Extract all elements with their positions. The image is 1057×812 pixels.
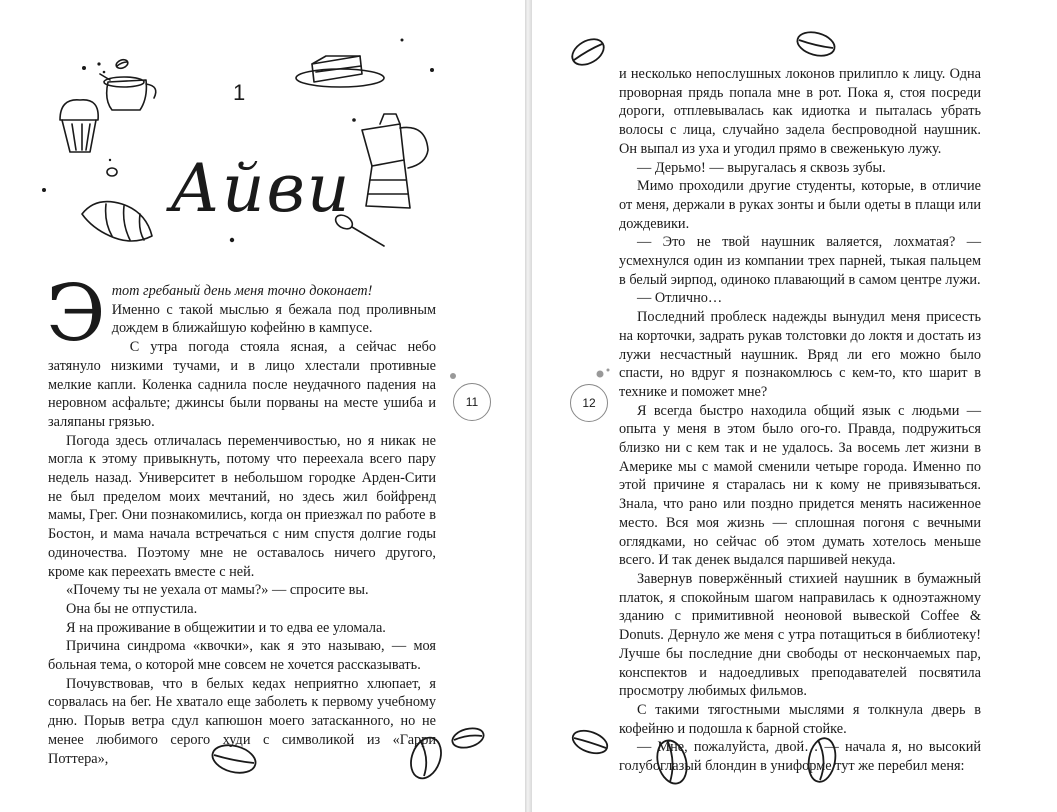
paragraph: — Отлично…: [637, 290, 723, 307]
moka-pot-icon: [362, 114, 428, 208]
paragraph: Она бы не отпустила.: [66, 600, 198, 617]
paragraph: и несколько непослушных локонов прилипло к лицу. Одна проворная прядь попала мне в рот. Пока я, стоя посреди дороги, отплевывалась как идиотка и пыталась убрать волосы с лица, случайно задела беспроводной наушник. Он выпал из уха и угодил прямо в свеженькую лужу.: [619, 66, 981, 157]
coffee-bean-icon: [450, 725, 486, 751]
opening-paragraph: [46, 269, 436, 359]
muffin-icon: [60, 100, 98, 152]
right-page: [532, 0, 1057, 812]
croissant-icon: [82, 202, 152, 241]
paragraph: Последний проблеск надежды вынудил меня присесть на корточки, задрать рукав толстовки до локтя и достать из лужи несчастный наушник. Вряд ли его можно было спасти, но вдруг я познакомлюсь с кем-то, кто шарит в технике и поможет мне?: [619, 309, 981, 400]
paragraph: Именно с такой мыслью я бежала под проливным дождем в ближайшую кофейню в кампусе.: [111, 301, 436, 337]
chapter-number: 1: [233, 80, 246, 105]
paragraph: Погода здесь отличалась переменчивостью, но я никак не могла к этому привыкнуть, потому что переехала всего пару недель назад. Университет в небольшом городке Арден-Сити не был пределом моих мечтаний, но здесь жил бойфренд мамы, Грег. Они познакомились, когда он приезжал по работе в Бостон, и мама начала встречаться с ним спустя долгие годы одиночества. Поэтому мне не оставалось ничего другого, кроме как переехать вместе с ней.: [48, 432, 436, 580]
right-body-text: [619, 65, 981, 776]
cake-slice-icon: [296, 56, 384, 87]
paragraph: Завернув повержённый стихией наушник в бумажный платок, я спокойным шагом направилась к одноэтажному зданию с примитивной неоновой вывеской Coffee & Donuts. Дернуло же меня с утра потащиться в библиотеку! Лучше бы последние дни свободы от нескончаемых пар, конспектов и надоедливых преподавателей посвятила просмотру любимых фильмов.: [619, 570, 981, 700]
paragraph: Мимо проходили другие студенты, которые, в отличие от меня, держали в руках зонты и были одеты в плащи или дождевики.: [619, 178, 981, 232]
chapter-title: Айви: [170, 150, 352, 227]
coffee-bean-icon: [568, 34, 608, 70]
paragraph: Я на проживание в общежитии и то едва ее уломала.: [66, 619, 386, 636]
paragraph: — Дерьмо! — выругалась я сквозь зубы.: [637, 159, 886, 176]
creamer-icon: [100, 74, 156, 110]
paragraph: Причина синдрома «квочки», как я это называю, — моя больная тема, о которой мне совсем не хочется рассказывать.: [48, 638, 436, 674]
paragraph: Почувствовав, что в белых кедах неприятно хлюпает, я сорвалась на бег. Не хватало еще заболеть к первому учебному дню. Порыв ветра сдул капюшон моего затасканного, но не менее любимого серого худи с символикой из «Гарри Поттера»,: [48, 675, 436, 767]
coffee-stain-icon: [443, 366, 463, 386]
paragraph: С утра погода стояла ясная, а сейчас небо затянуло низкими тучами, и в лицо хлестали противные мелкие капли. Коленка саднила после неудачного падения на неровном асфальте; джинсы были порваны на месте ушиба и заляпаны грязью.: [48, 339, 436, 430]
paragraph: — Это не твой наушник валяется, лохматая? — усмехнулся один из компании трех парней, тыкая пальцем в белый эирпод, одиноко плавающий в самом центре лужи.: [619, 234, 981, 288]
coffee-bean-icon: [115, 58, 129, 70]
coffee-bean-icon: [406, 733, 447, 782]
coffee-bean-icon: [653, 737, 691, 787]
opening-line: тот гребаный день меня точно доконает!: [111, 283, 373, 299]
book-gutter: [525, 0, 532, 812]
coffee-bean-icon: [805, 736, 838, 784]
coffee-beans-bottom-left: [400, 720, 520, 790]
coffee-bean-icon: [570, 726, 611, 757]
page-number: 11: [453, 383, 491, 421]
coffee-bean-icon: [206, 735, 266, 785]
paragraph: С такими тягостными мыслями я толкнула дверь в кофейню и подошла к барной стойке.: [619, 701, 981, 737]
page-number: 12: [570, 384, 608, 422]
paragraph: Я всегда быстро находила общий язык с людьми — опыта у меня в этом было ого-го. Правда, подружиться близко ни с кем так и не удалось. За восемь лет жизни в Америке мы с мамой сменили четыре города. Именно по этой причине я старалась ни к кому не привязываться. Знала, что рано или поздно придется менять насиженное место. Вся моя жизнь — сплошная погоня с вечными оглядками, но сейчас об этом думать хотелось меньше всего. И так денек выдался паршивей некуда.: [619, 402, 981, 569]
left-page: [0, 0, 525, 812]
paragraph: — Мне, пожалуйста, двой… — начала я, но высокий голубоглазый блондин в униформе тут же перебил меня:: [619, 739, 981, 775]
left-body-text: [46, 269, 436, 768]
coffee-bean-icon: [107, 168, 117, 176]
drop-cap: Э: [46, 269, 106, 359]
coffee-beans-bottom-right: [566, 720, 866, 800]
coffee-stain-icon: [590, 364, 614, 384]
coffee-bean-icon: [795, 28, 837, 59]
paragraph: «Почему ты не уехала от мамы?» — спросите вы.: [66, 582, 369, 599]
